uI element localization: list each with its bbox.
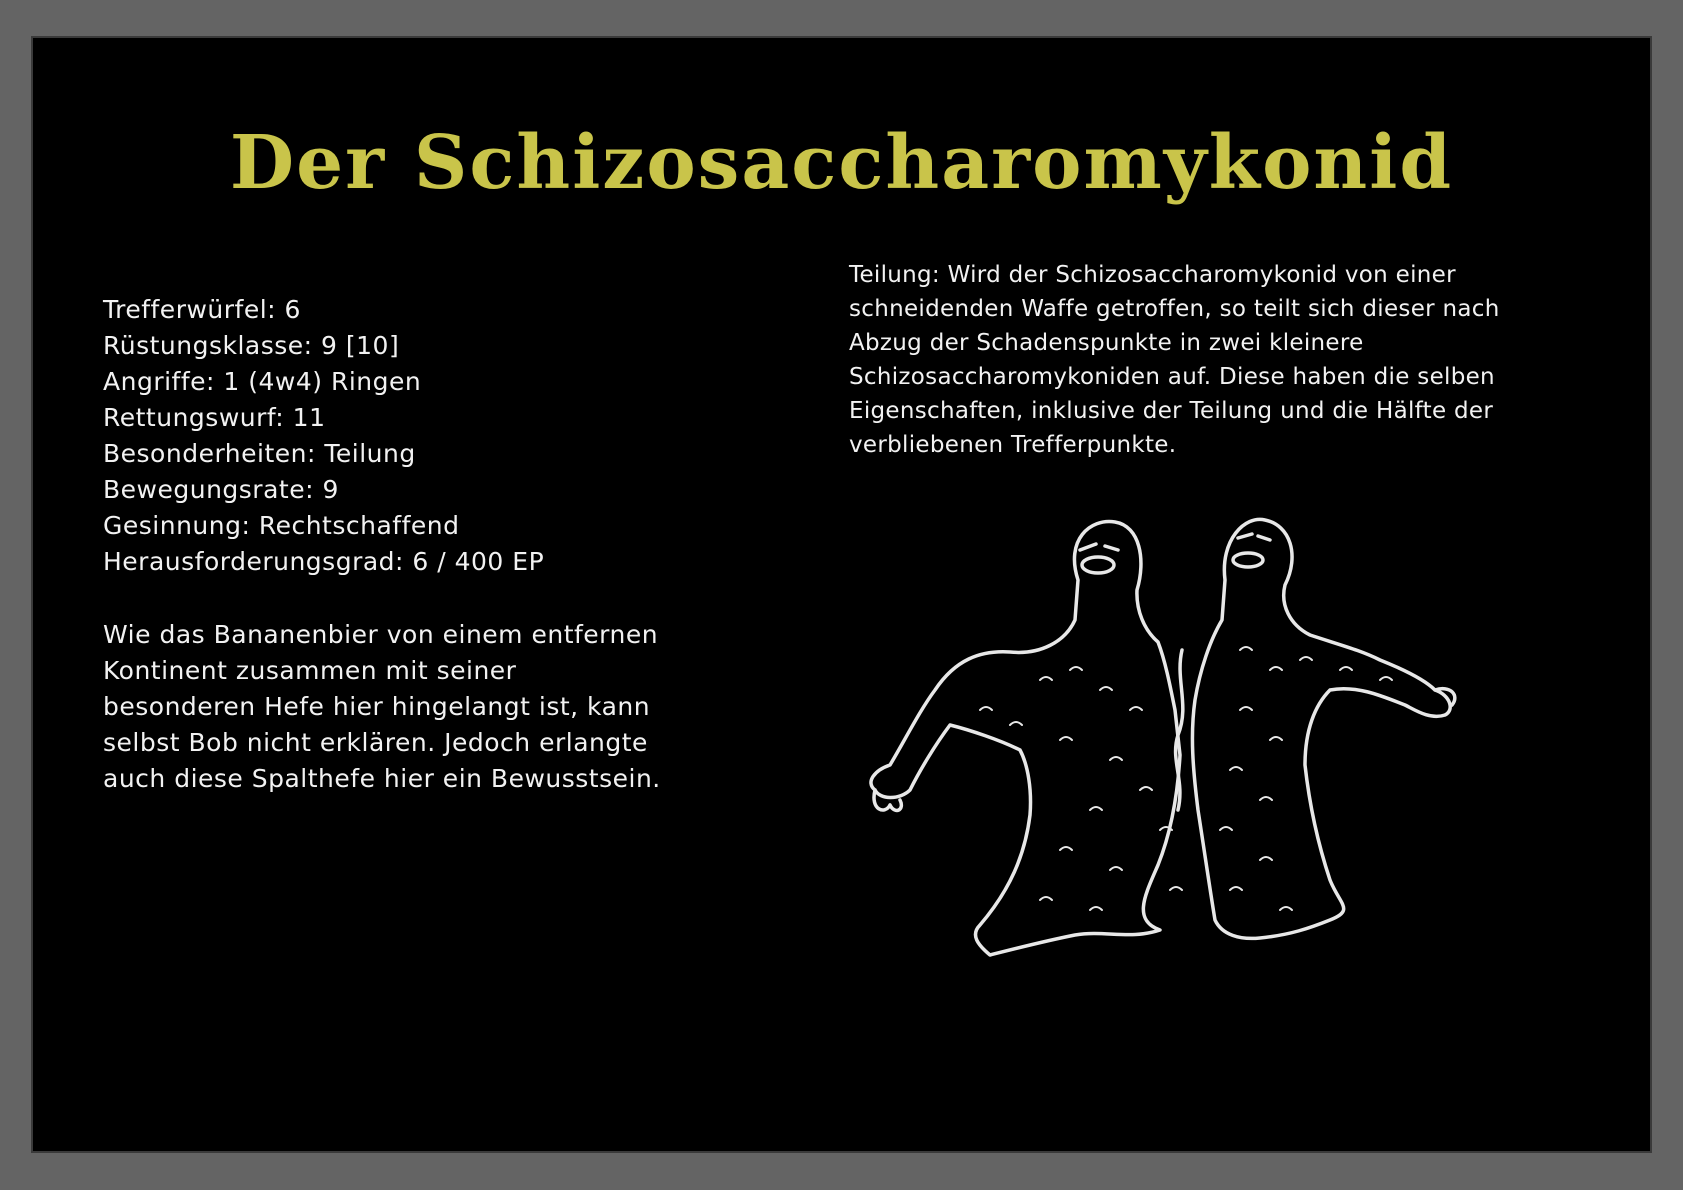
texture-mark xyxy=(1100,687,1112,690)
texture-mark xyxy=(1230,767,1242,770)
texture-mark xyxy=(1140,787,1152,790)
texture-mark xyxy=(1230,887,1242,890)
texture-mark xyxy=(1070,667,1082,670)
texture-mark xyxy=(1380,677,1392,680)
texture-mark xyxy=(1090,907,1102,910)
ability-text: Teilung: Wird der Schizosaccharomykonid von einer schneidenden Waffe getroffen, so teilt sich dieser nach Abzug der Schadenspunkte in zwei kleinere Schizosaccharomykoniden auf. Diese haben die selben Eigenschaften, inklusive der Teilung und die Hälfte der verbliebenen Trefferpunkte. xyxy=(849,262,1500,458)
texture-mark xyxy=(1110,757,1122,760)
texture-mark xyxy=(1260,797,1272,800)
texture-mark xyxy=(1110,867,1122,870)
stat-block xyxy=(103,292,544,580)
stat-armor-class: Rüstungsklasse: 9 [10] xyxy=(103,331,400,360)
right-creature-mouth xyxy=(1233,553,1263,567)
texture-mark xyxy=(980,707,992,710)
right-creature-eye-2 xyxy=(1258,536,1270,540)
texture-mark xyxy=(1340,667,1352,670)
texture-mark xyxy=(1260,857,1272,860)
texture-mark xyxy=(1240,647,1252,650)
texture-mark xyxy=(1130,707,1142,710)
left-creature-mouth xyxy=(1082,557,1114,573)
texture-mark xyxy=(1060,847,1072,850)
right-creature-eye xyxy=(1238,534,1252,538)
stat-movement: Bewegungsrate: 9 xyxy=(103,475,339,504)
lore-text: Wie das Bananenbier von einem entfernen Kontinent zusammen mit seiner besonderen Hefe hier hingelangt ist, kann selbst Bob nicht erklären. Jedoch erlangte auch diese Spalthefe hier ein Bewusstsein. xyxy=(103,620,661,793)
right-creature-outline xyxy=(1192,519,1450,938)
texture-mark xyxy=(1280,907,1292,910)
texture-mark xyxy=(1300,657,1312,660)
texture-mark xyxy=(1270,737,1282,740)
texture-mark xyxy=(1090,807,1102,810)
creature-illustration xyxy=(860,510,1460,1030)
left-creature-eye-2 xyxy=(1105,546,1118,550)
texture-mark xyxy=(1270,667,1282,670)
texture-mark xyxy=(1060,737,1072,740)
stat-special: Besonderheiten: Teilung xyxy=(103,439,416,468)
left-creature-eye xyxy=(1080,544,1096,550)
texture-mark xyxy=(1240,707,1252,710)
texture-mark xyxy=(1170,887,1182,890)
stat-hit-dice: Trefferwürfel: 6 xyxy=(103,295,301,324)
stat-challenge: Herausforderungsgrad: 6 / 400 EP xyxy=(103,547,545,576)
texture-mark xyxy=(1040,677,1052,680)
texture-mark xyxy=(1010,722,1022,725)
page-title: Der Schizosaccharomykonid xyxy=(229,120,1454,206)
texture-mark xyxy=(1040,897,1052,900)
stat-saving-throw: Rettungswurf: 11 xyxy=(103,403,326,432)
texture-mark xyxy=(1160,827,1172,830)
left-creature-outline xyxy=(871,522,1180,955)
stat-attacks: Angriffe: 1 (4w4) Ringen xyxy=(103,367,422,396)
stat-alignment: Gesinnung: Rechtschaffend xyxy=(103,511,460,540)
texture-mark xyxy=(1220,827,1232,830)
